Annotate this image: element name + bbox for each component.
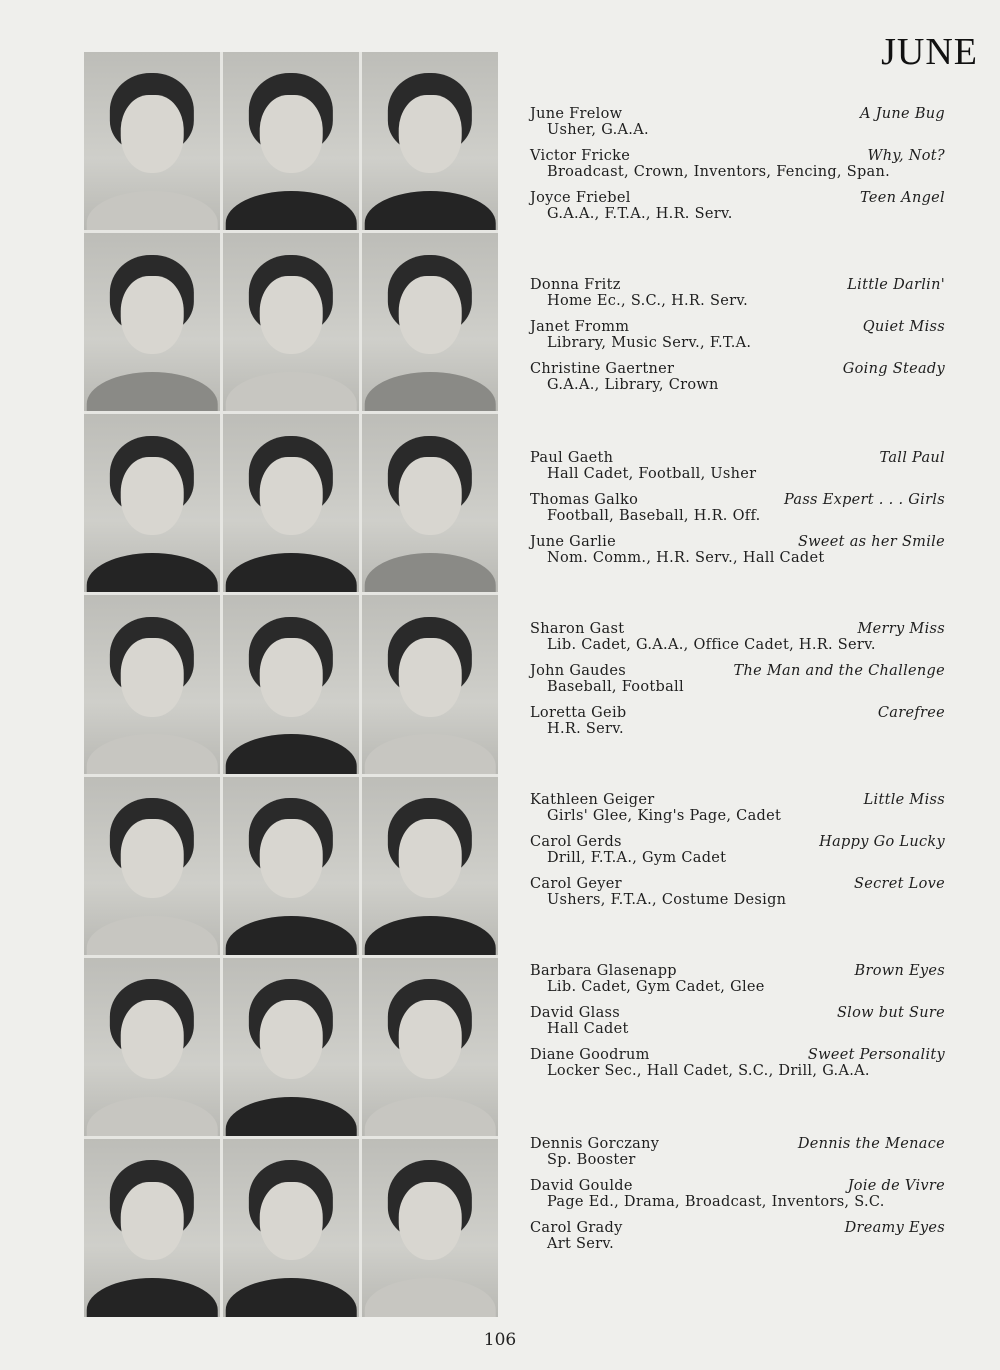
student-entry [530, 319, 945, 361]
student-motto: Joie de Vivre [847, 1178, 945, 1194]
student-name: Carol Gerds [530, 834, 622, 850]
student-motto: Sweet as her Smile [797, 534, 945, 550]
student-name: David Glass [530, 1005, 621, 1021]
student-motto: Carefree [877, 705, 945, 721]
student-name: June Frelow [530, 106, 623, 122]
student-name: Carol Geyer [530, 876, 622, 892]
portrait-face [121, 276, 184, 354]
student-entry [530, 705, 945, 747]
name-line [530, 1005, 945, 1021]
student-motto: Sweet Personality [807, 1047, 945, 1063]
portrait-shoulders [87, 916, 218, 955]
student-motto: Why, Not? [867, 148, 945, 164]
student-portrait [362, 233, 498, 411]
student-portrait [223, 1139, 359, 1317]
portrait-face [399, 638, 462, 716]
portrait-shoulders [226, 553, 357, 592]
student-motto: Tall Paul [879, 450, 945, 466]
student-motto: Dennis the Menace [797, 1136, 945, 1152]
name-line [530, 450, 945, 466]
student-entry [530, 361, 945, 403]
portrait-shoulders [87, 1278, 218, 1317]
portrait-shoulders [226, 916, 357, 955]
portrait-shoulders [365, 1278, 496, 1317]
portrait-face [399, 819, 462, 897]
page-number: 106 [483, 1330, 517, 1350]
student-entry [530, 963, 945, 1005]
student-name: Paul Gaeth [530, 450, 614, 466]
portrait-grid [84, 52, 498, 1317]
student-activities: Locker Sec., Hall Cadet, S.C., Drill, G.A.A. [547, 1063, 870, 1079]
student-name: Christine Gaertner [530, 361, 675, 377]
portrait-shoulders [87, 734, 218, 773]
portrait-face [260, 1182, 323, 1260]
portrait-face [260, 95, 323, 173]
student-activities: Art Serv. [547, 1236, 615, 1252]
student-motto: Little Miss [863, 792, 945, 808]
student-entry [530, 663, 945, 705]
portrait-face [260, 276, 323, 354]
student-portrait [362, 52, 498, 230]
student-activities: Broadcast, Crown, Inventors, Fencing, Span. [547, 164, 891, 180]
name-line [530, 792, 945, 808]
portrait-face [399, 457, 462, 535]
portrait-face [260, 638, 323, 716]
student-motto: Little Darlin' [847, 277, 945, 293]
student-name: Kathleen Geiger [530, 792, 655, 808]
student-portrait [362, 1139, 498, 1317]
student-motto: Teen Angel [860, 190, 945, 206]
name-line [530, 663, 945, 679]
name-line [530, 190, 945, 206]
student-entry [530, 876, 945, 918]
student-activities: Nom. Comm., H.R. Serv., Hall Cadet [547, 550, 825, 566]
student-activities: Hall Cadet [547, 1021, 629, 1037]
student-motto: Quiet Miss [862, 319, 945, 335]
student-group [530, 277, 945, 403]
student-entry [530, 834, 945, 876]
portrait-shoulders [226, 372, 357, 411]
student-entry [530, 621, 945, 663]
student-activities: Sp. Booster [547, 1152, 636, 1168]
portrait-shoulders [87, 1097, 218, 1136]
portrait-shoulders [365, 553, 496, 592]
student-name: Carol Grady [530, 1220, 623, 1236]
portrait-shoulders [226, 1278, 357, 1317]
portrait-shoulders [226, 734, 357, 773]
student-portrait [84, 595, 220, 773]
student-activities: Girls' Glee, King's Page, Cadet [547, 808, 782, 824]
portrait-shoulders [87, 553, 218, 592]
portrait-face [260, 457, 323, 535]
student-portrait [223, 52, 359, 230]
portrait-shoulders [365, 372, 496, 411]
student-entry [530, 792, 945, 834]
student-portrait [223, 595, 359, 773]
student-group [530, 106, 945, 232]
student-activities: Library, Music Serv., F.T.A. [547, 335, 752, 351]
student-group [530, 792, 945, 918]
student-motto: Brown Eyes [854, 963, 945, 979]
student-motto: A June Bug [859, 106, 945, 122]
student-portrait [84, 1139, 220, 1317]
student-entry [530, 148, 945, 190]
portrait-face [399, 1000, 462, 1078]
student-portrait [84, 958, 220, 1136]
name-line [530, 319, 945, 335]
student-name: Donna Fritz [530, 277, 621, 293]
portrait-face [260, 1000, 323, 1078]
student-name: Barbara Glasenapp [530, 963, 677, 979]
portrait-face [399, 95, 462, 173]
student-activities: G.A.A., F.T.A., H.R. Serv. [547, 206, 733, 222]
student-activities: G.A.A., Library, Crown [547, 377, 719, 393]
student-activities: Hall Cadet, Football, Usher [547, 466, 757, 482]
student-activities: Page Ed., Drama, Broadcast, Inventors, S.C. [547, 1194, 885, 1210]
student-entry [530, 1136, 945, 1178]
student-name: June Garlie [530, 534, 616, 550]
portrait-shoulders [226, 191, 357, 230]
student-activities: Home Ec., S.C., H.R. Serv. [547, 293, 748, 309]
name-line [530, 361, 945, 377]
student-name: Sharon Gast [530, 621, 625, 637]
student-group [530, 963, 945, 1089]
student-entry [530, 1047, 945, 1089]
student-portrait [362, 777, 498, 955]
student-portrait [84, 777, 220, 955]
student-activities: Lib. Cadet, G.A.A., Office Cadet, H.R. Serv. [547, 637, 876, 653]
name-line [530, 534, 945, 550]
portrait-shoulders [365, 191, 496, 230]
portrait-shoulders [365, 916, 496, 955]
student-motto: Merry Miss [857, 621, 945, 637]
student-activities: Usher, G.A.A. [547, 122, 649, 138]
portrait-shoulders [87, 372, 218, 411]
student-activities: Football, Baseball, H.R. Off. [547, 508, 761, 524]
student-entry [530, 492, 945, 534]
portrait-face [121, 638, 184, 716]
name-line [530, 1047, 945, 1063]
student-activities: Drill, F.T.A., Gym Cadet [547, 850, 727, 866]
student-portrait [84, 52, 220, 230]
portrait-shoulders [87, 191, 218, 230]
student-entry [530, 190, 945, 232]
student-group [530, 621, 945, 747]
student-group [530, 1136, 945, 1262]
student-name: Janet Fromm [530, 319, 630, 335]
student-motto: Dreamy Eyes [844, 1220, 945, 1236]
student-activities: Lib. Cadet, Gym Cadet, Glee [547, 979, 765, 995]
student-motto: Going Steady [842, 361, 945, 377]
student-portrait [362, 414, 498, 592]
name-line [530, 1220, 945, 1236]
student-name: Dennis Gorczany [530, 1136, 660, 1152]
student-name: John Gaudes [530, 663, 626, 679]
name-line [530, 963, 945, 979]
portrait-face [121, 95, 184, 173]
portrait-face [121, 1182, 184, 1260]
name-line [530, 876, 945, 892]
name-line [530, 492, 945, 508]
student-entry [530, 1220, 945, 1262]
student-portrait [84, 233, 220, 411]
student-entry [530, 1005, 945, 1047]
student-portrait [362, 958, 498, 1136]
student-activities: Ushers, F.T.A., Costume Design [547, 892, 787, 908]
portrait-face [399, 276, 462, 354]
student-portrait [223, 777, 359, 955]
student-motto: Happy Go Lucky [819, 834, 945, 850]
name-line [530, 106, 945, 122]
portrait-shoulders [365, 1097, 496, 1136]
name-line [530, 621, 945, 637]
student-motto: Slow but Sure [836, 1005, 945, 1021]
name-line [530, 1178, 945, 1194]
student-entry [530, 1178, 945, 1220]
name-line [530, 705, 945, 721]
portrait-face [121, 1000, 184, 1078]
student-entry [530, 277, 945, 319]
portrait-face [260, 819, 323, 897]
student-entry [530, 106, 945, 148]
student-portrait [84, 414, 220, 592]
student-name: David Goulde [530, 1178, 633, 1194]
portrait-face [121, 819, 184, 897]
student-name: Loretta Geib [530, 705, 627, 721]
student-group [530, 450, 945, 576]
portrait-shoulders [226, 1097, 357, 1136]
portrait-face [399, 1182, 462, 1260]
portrait-face [121, 457, 184, 535]
student-name: Joyce Friebel [530, 190, 631, 206]
student-portrait [223, 958, 359, 1136]
student-portrait [223, 233, 359, 411]
student-motto: Pass Expert . . . Girls [783, 492, 945, 508]
student-activities: Baseball, Football [547, 679, 684, 695]
name-line [530, 148, 945, 164]
student-entry [530, 534, 945, 576]
name-line [530, 1136, 945, 1152]
student-motto: The Man and the Challenge [733, 663, 945, 679]
student-name: Diane Goodrum [530, 1047, 650, 1063]
student-portrait [362, 595, 498, 773]
student-entry [530, 450, 945, 492]
student-motto: Secret Love [853, 876, 945, 892]
page-title: JUNE [881, 31, 978, 73]
name-line [530, 277, 945, 293]
student-portrait [223, 414, 359, 592]
portrait-shoulders [365, 734, 496, 773]
student-name: Thomas Galko [530, 492, 639, 508]
name-line [530, 834, 945, 850]
student-activities: H.R. Serv. [547, 721, 624, 737]
student-name: Victor Fricke [530, 148, 631, 164]
